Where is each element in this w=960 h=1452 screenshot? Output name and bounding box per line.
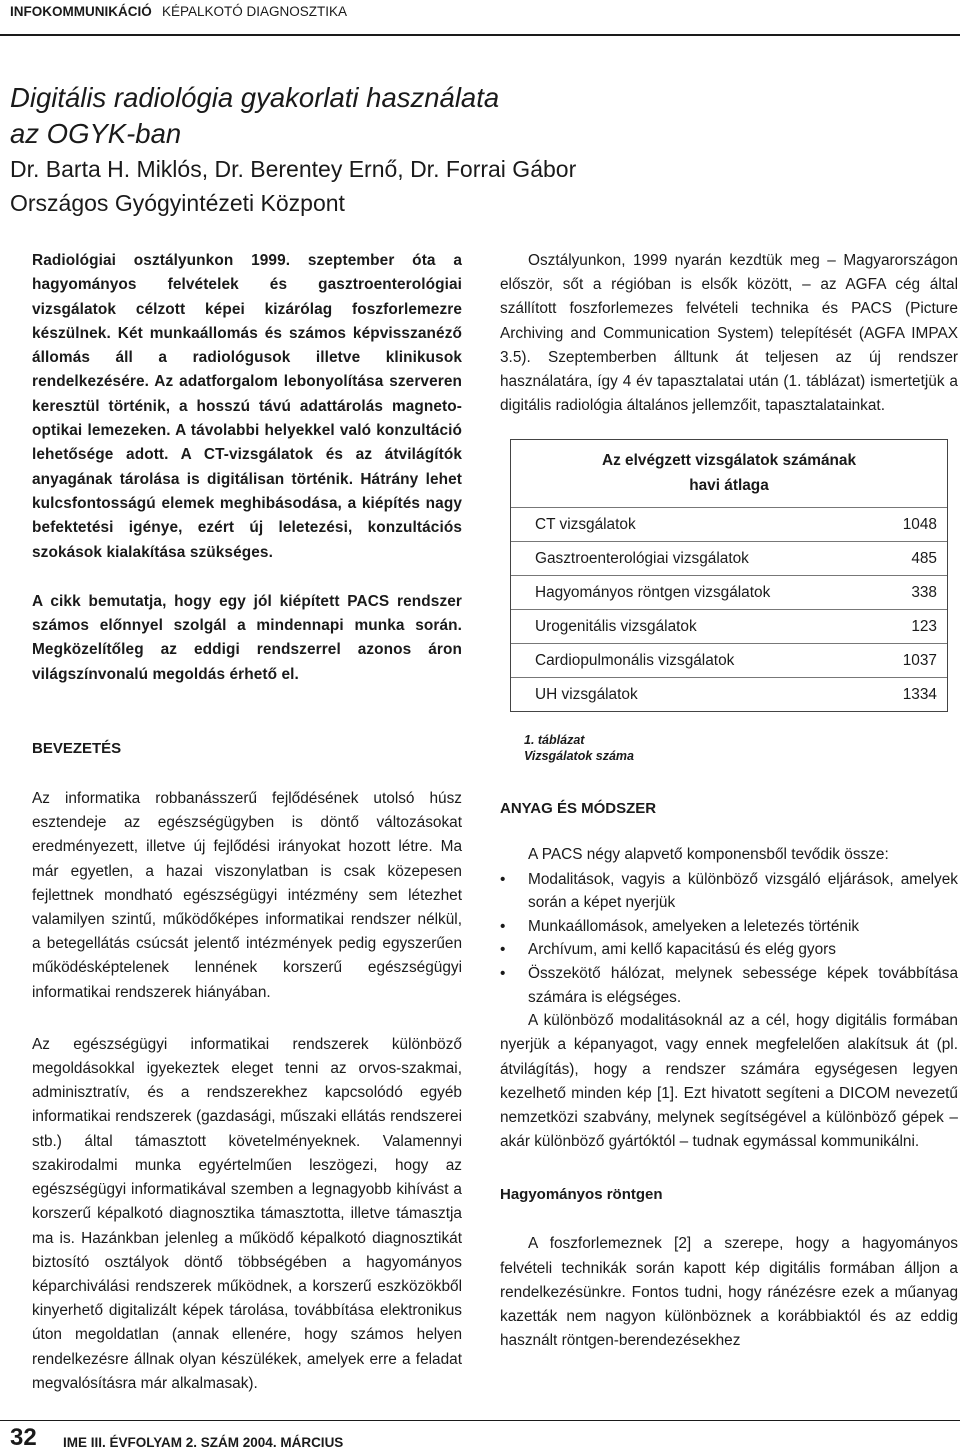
- intro-heading: BEVEZETÉS: [32, 740, 122, 758]
- header-subsection: KÉPALKOTÓ DIAGNOSZTIKA: [162, 4, 348, 19]
- right-column: [500, 249, 958, 1353]
- methods-bullet-list: [500, 868, 958, 1010]
- right-intro-paragraph: Osztályunkon, 1999 nyarán kezdtük meg – Magyarországon először, sőt a régióban is elsők között, – az AGFA cég által szállított foszforlemezes felvételi technika és PACS (Picture Archiving and Communication System) telepítését (AGFA IMPAX 3.5). Szeptemberben álltunk át teljesen az új rendszer használatára, így 4 év tapasztalatai után (1. táblázat) ismertetjük a digitális radiológia általános jellemzőit, tapasztalatainkat.: [500, 252, 958, 415]
- article-institution: Országos Gyógyintézeti Központ: [10, 190, 345, 216]
- article-header: [10, 80, 940, 220]
- left-column: [32, 249, 462, 1396]
- list-item: • Modalitások, vagyis a különböző vizsgáló eljárások, amelyek során a képet nyerjük: [500, 868, 958, 915]
- table-caption: [524, 732, 958, 764]
- intro-paragraph-2: Az egészségügyi informatikai rendszerek különböző megoldásokkal igyekeztek eleget tenni az orvos-szakmai, adminisztratív, és a rendszerekhez kapcsolódó egyéb informatikai rendszerek (gazdasági, műszaki ellátás rendszerei stb.) által támasztott követelményeknek. Valamennyi szakirodalmi munka egyértelműen leszögezi, hogy az egészségügyi informatikával szemben a legnagyobb kihívást a korszerű képalkotó diagnosztika támasztotta, illetve támasztja ma is. Hazánkban jelenleg a működő képalkotó diagnosztikát biztosító osztályok döntő többségében a hagyományos képarchiválási rendszerek működnek, a korszerű eszközökből kinyerhető digitalizált képek tárolása, továbbítása elektronikus úton megoldatlan (annak ellenére, hogy számos helyen rendelkezésre állnak olyan készülékek, amelyek erre a feladat megvalósításra már alkalmasak).: [32, 1035, 462, 1392]
- page-number: 32: [10, 1424, 37, 1451]
- table-row-value: 1334: [902, 685, 937, 703]
- table-row-label: Gasztroenterológiai vizsgálatok: [535, 549, 749, 567]
- journal-info: IME III. ÉVFOLYAM 2. SZÁM 2004. MÁRCIUS: [63, 1435, 344, 1450]
- table-caption-line-2: Vizsgálatok száma: [524, 749, 635, 764]
- methods-intro: A PACS négy alapvető komponensből tevődik össze:: [528, 846, 889, 864]
- table-heading-line-2: havi átlaga: [689, 477, 769, 495]
- table-row: [511, 541, 947, 575]
- title-line-1: Digitális radiológia gyakorlati használata: [10, 82, 500, 113]
- header-section: INFOKOMMUNIKÁCIÓ: [10, 4, 152, 19]
- intro-paragraph-1: Az informatika robbanásszerű fejlődésének utolsó húsz esztendeje az egészségügyben is döntő változásokat eredményezett, illetve új fejlődési irányokat hozott létre. Ma már egyetlen, a hazai viszonylatban is csak közepesen fejlettnek mondható egészségügyi intézmény sem létezhet valamilyen szintű, működőképes informatikai rendszer nélkül, a betegellátás csúcsát jelentő intézmények pedig egyszerűen működésképtelenek lennének korszerű egészségügyi informatikai rendszerek hiányában.: [32, 790, 462, 1001]
- page-footer: [0, 1424, 960, 1451]
- abstract-paragraph-2: A cikk bemutatja, hogy egy jól kiépített PACS rendszer számos előnnyel szolgál a mindennapi munka során. Megközelítőleg az eddigi rendszerrel azonos áron világszínvonalú megoldás érhető el.: [32, 592, 462, 683]
- table-row-label: Hagyományos röntgen vizsgálatok: [535, 583, 771, 601]
- table-row: [511, 643, 947, 677]
- article-title: [10, 80, 940, 152]
- article-authors: Dr. Barta H. Miklós, Dr. Berentey Ernő, Dr. Forrai Gábor: [10, 156, 577, 182]
- table-row-label: Cardiopulmonális vizsgálatok: [535, 651, 735, 669]
- table-row-value: 485: [911, 549, 937, 567]
- list-item: • Munkaállomások, amelyeken a leletezés történik: [500, 915, 958, 939]
- table-row: [511, 609, 947, 643]
- xray-heading: Hagyományos röntgen: [500, 1186, 663, 1204]
- header-divider: [0, 34, 960, 36]
- methods-paragraph-2: A különböző modalitásoknál az a cél, hogy digitális formában nyerjük a képanyagot, vagy ennek megfelelően alakítsuk át (pl. átvilágítás), hogy a rendszer számára egységesen legyen kezelhető minden kép [1]. Ezt hivatott segíteni a DICOM nevezetű nemzetközi szabvány, melynek segítségével a különböző gépek – akár különböző gyártóktól – tudnak egymással kommunikálni.: [500, 1012, 958, 1151]
- table-row-value: 1048: [902, 515, 937, 533]
- running-header: [0, 0, 960, 24]
- title-line-2: az OGYK-ban: [10, 118, 182, 149]
- table-row: [511, 575, 947, 609]
- table-caption-line-1: 1. táblázat: [524, 733, 585, 748]
- abstract-paragraph-1: Radiológiai osztályunkon 1999. szeptember óta a hagyományos felvételek és gasztroenterológiai vizsgálatok célzott képei kizárólag foszforlemezre készülnek. Két munkaállomás és számos képvisszanéző állomás áll a radiológusok illetve klinikusok rendelkezésére. Az adatforgalom lebonyolítása szerveren keresztül történik, a hosszú távú adattárolás magneto-optikai lemezeken. A távolabbi helyekkel való konzultáció lehetősége adott. A CT-vizsgálatok és az átvilágítók anyagának tárolása is digitálisan történik. Hátrány lehet kulcsfontosságú elemek meghibásodása, a kiépítés nagy befektetési igénye, ezért új leletezési, konzultációs szokások kialakítása szükséges.: [32, 252, 462, 561]
- table-rows: [511, 507, 947, 711]
- table-row-value: 123: [911, 617, 937, 635]
- list-item: • Archívum, ami kellő kapacitású és elég gyors: [500, 938, 958, 962]
- table-row-value: 338: [911, 583, 937, 601]
- xray-paragraph: A foszforlemeznek [2] a szerepe, hogy a hagyományos felvételi technikák során kapott kép digitális formában álljon a rendelkezésünkre. Fontos tudni, hogy ránézésre ezek a műanyag kazetták nem nagyon különböznek a korábbiaktól és az eddig használt röntgen-berendezésekhez: [500, 1235, 958, 1350]
- methods-heading: ANYAG ÉS MÓDSZER: [500, 800, 657, 818]
- footer-divider: [0, 1420, 960, 1421]
- table-row-label: CT vizsgálatok: [535, 515, 636, 533]
- table-heading: [511, 440, 947, 507]
- table-row: [511, 677, 947, 711]
- table-row-label: UH vizsgálatok: [535, 685, 638, 703]
- table-heading-line-1: Az elvégzett vizsgálatok számának: [601, 452, 857, 470]
- table-row-label: Urogenitális vizsgálatok: [535, 617, 697, 635]
- exam-count-table: [510, 439, 948, 712]
- table-row-value: 1037: [902, 651, 937, 669]
- list-item: • Összekötő hálózat, melynek sebessége képek továbbítása számára is elégséges.: [500, 962, 958, 1009]
- table-row: [511, 507, 947, 541]
